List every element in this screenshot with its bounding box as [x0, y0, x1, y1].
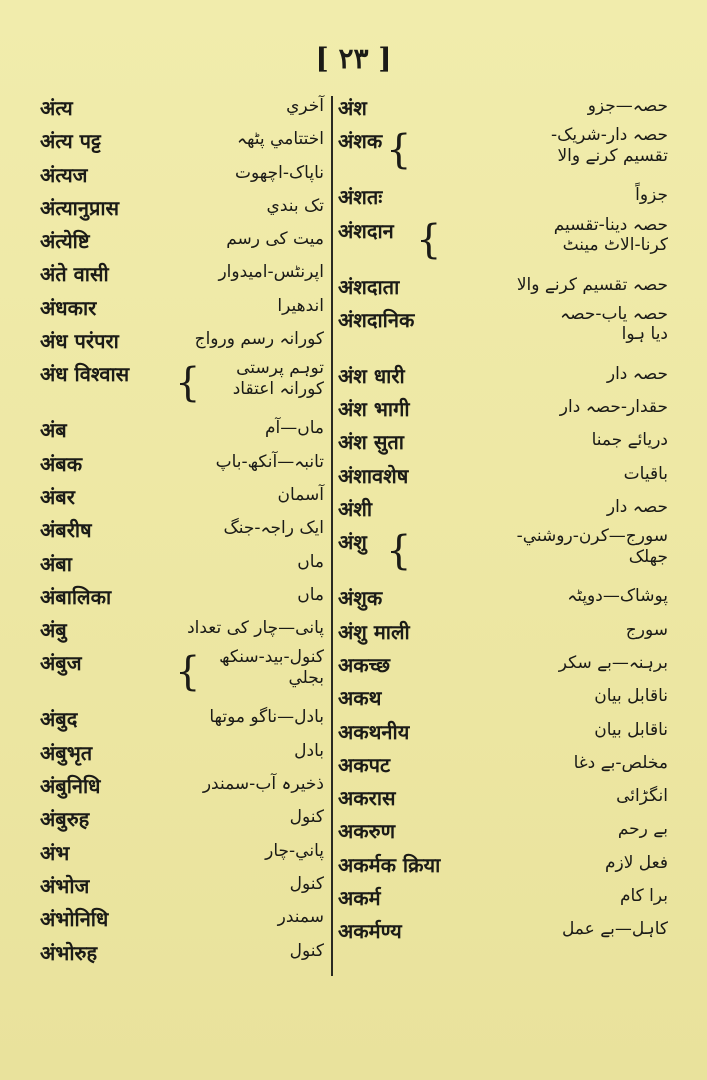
urdu-meaning: آسمان	[277, 484, 324, 505]
dictionary-entry	[338, 271, 668, 304]
urdu-meaning: تانبہ—آنکھ-باپ	[215, 451, 324, 472]
dictionary-entry	[338, 493, 668, 526]
hindi-headword: अंबालिका	[40, 584, 112, 609]
urdu-meaning: کنول	[289, 873, 324, 894]
dictionary-entry	[40, 481, 324, 514]
urdu-meaning: اختتامي پٹھہ	[236, 129, 324, 150]
urdu-meaning: اپرنٹس-امیدوار	[218, 262, 324, 283]
right-column	[338, 92, 668, 949]
hindi-headword: अंबक	[40, 451, 83, 476]
dictionary-entry	[338, 849, 668, 882]
urdu-meaning: ذخیرہ آب-سمندر	[202, 774, 324, 795]
dictionary-entry	[40, 937, 324, 970]
dictionary-entry	[40, 325, 324, 358]
brace-mark: {	[175, 649, 201, 696]
hindi-headword: अकर्मण्य	[338, 919, 402, 944]
hindi-headword: अकथनीय	[338, 719, 410, 744]
dictionary-entry	[338, 360, 668, 393]
dictionary-entry	[40, 703, 324, 736]
hindi-headword: अंत्येष्टि	[40, 229, 90, 254]
brace-mark: {	[386, 127, 412, 174]
dictionary-entry	[40, 448, 324, 481]
dictionary-entry	[338, 125, 668, 181]
urdu-meaning: ناقابل بیان	[594, 719, 668, 740]
dictionary-entry	[40, 92, 324, 125]
dictionary-entry	[40, 837, 324, 870]
urdu-meaning: جزواً	[635, 185, 668, 206]
dictionary-entry	[338, 649, 668, 682]
urdu-meaning: توہم پرستی کورانہ اعتقاد	[232, 358, 324, 399]
urdu-meaning: کورانہ رسم ورواج	[194, 329, 324, 350]
urdu-meaning: بے رحم	[617, 819, 668, 840]
dictionary-entry	[338, 815, 668, 848]
hindi-headword: अंबुज	[40, 651, 82, 676]
dictionary-entry	[338, 749, 668, 782]
urdu-meaning: ایک راجہ-جنگ	[223, 518, 324, 539]
urdu-meaning: حقدار-حصہ دار	[559, 397, 668, 418]
hindi-headword: अंबुभृत	[40, 740, 93, 765]
hindi-headword: अंशतः	[338, 185, 383, 210]
hindi-headword: अंशावशेष	[338, 463, 409, 488]
hindi-headword: अंबु	[40, 618, 67, 643]
urdu-meaning: حصہ تقسیم کرنے والا	[516, 274, 668, 295]
dictionary-entry	[338, 882, 668, 915]
dictionary-entry	[338, 582, 668, 615]
dictionary-entry	[40, 548, 324, 581]
column-divider	[331, 96, 333, 976]
hindi-headword: अंश धारी	[338, 363, 405, 388]
urdu-meaning: دریائے جمنا	[591, 430, 668, 451]
hindi-headword: अंशदानिक	[338, 307, 415, 332]
hindi-headword: अंब	[40, 418, 67, 443]
urdu-meaning: حصہ دار	[606, 497, 668, 518]
urdu-meaning: ماں	[297, 551, 324, 572]
hindi-headword: अकरुण	[338, 819, 396, 844]
hindi-headword: अंबुनिधि	[40, 774, 101, 799]
dictionary-entry	[40, 737, 324, 770]
dictionary-entry	[338, 915, 668, 948]
dictionary-entry	[338, 215, 668, 271]
dictionary-entry	[40, 414, 324, 447]
dictionary-entry	[40, 292, 324, 325]
dictionary-entry	[338, 426, 668, 459]
hindi-headword: अंभोरुह	[40, 940, 98, 965]
urdu-meaning: سمندر	[277, 907, 324, 928]
dictionary-entry	[40, 614, 324, 647]
hindi-headword: अंश भागी	[338, 397, 410, 422]
urdu-meaning: حصہ دار-شریک- تقسیم کرنے والا	[551, 125, 668, 166]
dictionary-entry	[40, 803, 324, 836]
hindi-headword: अंध परंपरा	[40, 329, 119, 354]
hindi-headword: अंबर	[40, 484, 75, 509]
urdu-meaning: حصہ دار	[606, 363, 668, 384]
dictionary-entry	[40, 581, 324, 614]
dictionary-entry	[338, 682, 668, 715]
urdu-meaning: پانی—چار کی تعداد	[187, 618, 324, 639]
urdu-meaning: اندھیرا	[277, 295, 324, 316]
hindi-headword: अंत्यानुप्रास	[40, 195, 120, 220]
dictionary-entry	[40, 647, 324, 703]
hindi-headword: अंते वासी	[40, 262, 109, 287]
dictionary-entry	[338, 393, 668, 426]
hindi-headword: अंभ	[40, 840, 70, 865]
page-number: [ ٢٣ ]	[315, 42, 392, 75]
hindi-headword: अंबुरुह	[40, 807, 90, 832]
left-column	[40, 92, 324, 970]
hindi-headword: अकर्मक क्रिया	[338, 852, 441, 877]
urdu-meaning: میت کی رسم	[226, 229, 324, 250]
urdu-meaning: کاہل—بے عمل	[561, 919, 668, 940]
hindi-headword: अकरास	[338, 786, 396, 811]
hindi-headword: अंभोज	[40, 873, 90, 898]
urdu-meaning: کنول-بید-سنکھ بجلي	[219, 647, 324, 688]
dictionary-entry	[338, 181, 668, 214]
urdu-meaning: تک بندي	[266, 195, 324, 216]
brace-mark: {	[175, 360, 201, 407]
brace-mark: {	[416, 216, 442, 263]
hindi-headword: अकच्छ	[338, 652, 391, 677]
urdu-meaning: سورج	[625, 619, 668, 640]
urdu-meaning: مخلص-بے دغا	[573, 752, 668, 773]
urdu-meaning: ناقابل بیان	[594, 686, 668, 707]
hindi-headword: अंशी	[338, 497, 373, 522]
dictionary-entry	[338, 92, 668, 125]
dictionary-entry	[40, 870, 324, 903]
urdu-meaning: برہنہ—بے سکر	[558, 652, 668, 673]
urdu-meaning: باقیات	[623, 463, 668, 484]
urdu-meaning: کنول	[289, 807, 324, 828]
dictionary-entry	[338, 782, 668, 815]
urdu-meaning: حصہ—جزو	[587, 96, 668, 116]
dictionary-entry	[40, 903, 324, 936]
hindi-headword: अंबरीष	[40, 518, 92, 543]
urdu-meaning: بادل	[294, 740, 324, 761]
hindi-headword: अंभोनिधि	[40, 907, 109, 932]
dictionary-entry	[338, 616, 668, 649]
hindi-headword: अंत्यज	[40, 162, 88, 187]
hindi-headword: अंशदान	[338, 218, 394, 243]
dictionary-entry	[40, 514, 324, 547]
dictionary-entry	[40, 770, 324, 803]
dictionary-entry	[338, 526, 668, 582]
urdu-meaning: ماں	[297, 584, 324, 605]
hindi-headword: अंश	[338, 96, 367, 120]
dictionary-entry	[40, 225, 324, 258]
urdu-meaning: بادل—ناگو موتھا	[209, 707, 324, 728]
dictionary-entry	[40, 192, 324, 225]
hindi-headword: अंशक	[338, 129, 383, 154]
urdu-meaning: کنول	[289, 940, 324, 961]
dictionary-entry	[40, 358, 324, 414]
hindi-headword: अंशु माली	[338, 619, 410, 644]
hindi-headword: अंबा	[40, 551, 72, 576]
urdu-meaning: برا کام	[619, 886, 668, 907]
hindi-headword: अंधकार	[40, 295, 97, 320]
dictionary-entry	[338, 716, 668, 749]
urdu-meaning: حصہ یاب-حصہ دیا ہوا	[560, 303, 668, 345]
dictionary-entry	[338, 460, 668, 493]
hindi-headword: अकपट	[338, 752, 391, 777]
dictionary-entry	[40, 159, 324, 192]
brace-mark: {	[386, 528, 412, 575]
hindi-headword: अंत्य	[40, 96, 73, 120]
hindi-headword: अंत्य पट्ट	[40, 129, 101, 154]
urdu-meaning: انگڑائی	[616, 786, 668, 807]
urdu-meaning: حصہ دینا-تقسیم کرنا-الاٹ مینٹ	[553, 214, 668, 255]
urdu-meaning: سورج—کرن-روشني- جھلک	[516, 526, 668, 567]
urdu-meaning: فعل لازم	[604, 852, 668, 873]
hindi-headword: अकर्म	[338, 886, 381, 911]
hindi-headword: अंशुक	[338, 586, 383, 611]
hindi-headword: अंश सुता	[338, 430, 404, 455]
urdu-meaning: پاني-چار	[265, 840, 324, 861]
dictionary-entry	[40, 125, 324, 158]
dictionary-entry	[338, 304, 668, 360]
hindi-headword: अंध विश्वास	[40, 362, 130, 387]
dictionary-entry	[40, 258, 324, 291]
urdu-meaning: ماں—آم	[264, 418, 324, 439]
hindi-headword: अंबुद	[40, 707, 78, 732]
urdu-meaning: ناپاک-اچھوت	[234, 162, 324, 183]
urdu-meaning: آخري	[286, 96, 324, 116]
hindi-headword: अंशदाता	[338, 274, 400, 299]
urdu-meaning: پوشاک—دوپٹہ	[567, 586, 668, 607]
hindi-headword: अंशु	[338, 530, 367, 555]
hindi-headword: अकथ	[338, 686, 382, 711]
